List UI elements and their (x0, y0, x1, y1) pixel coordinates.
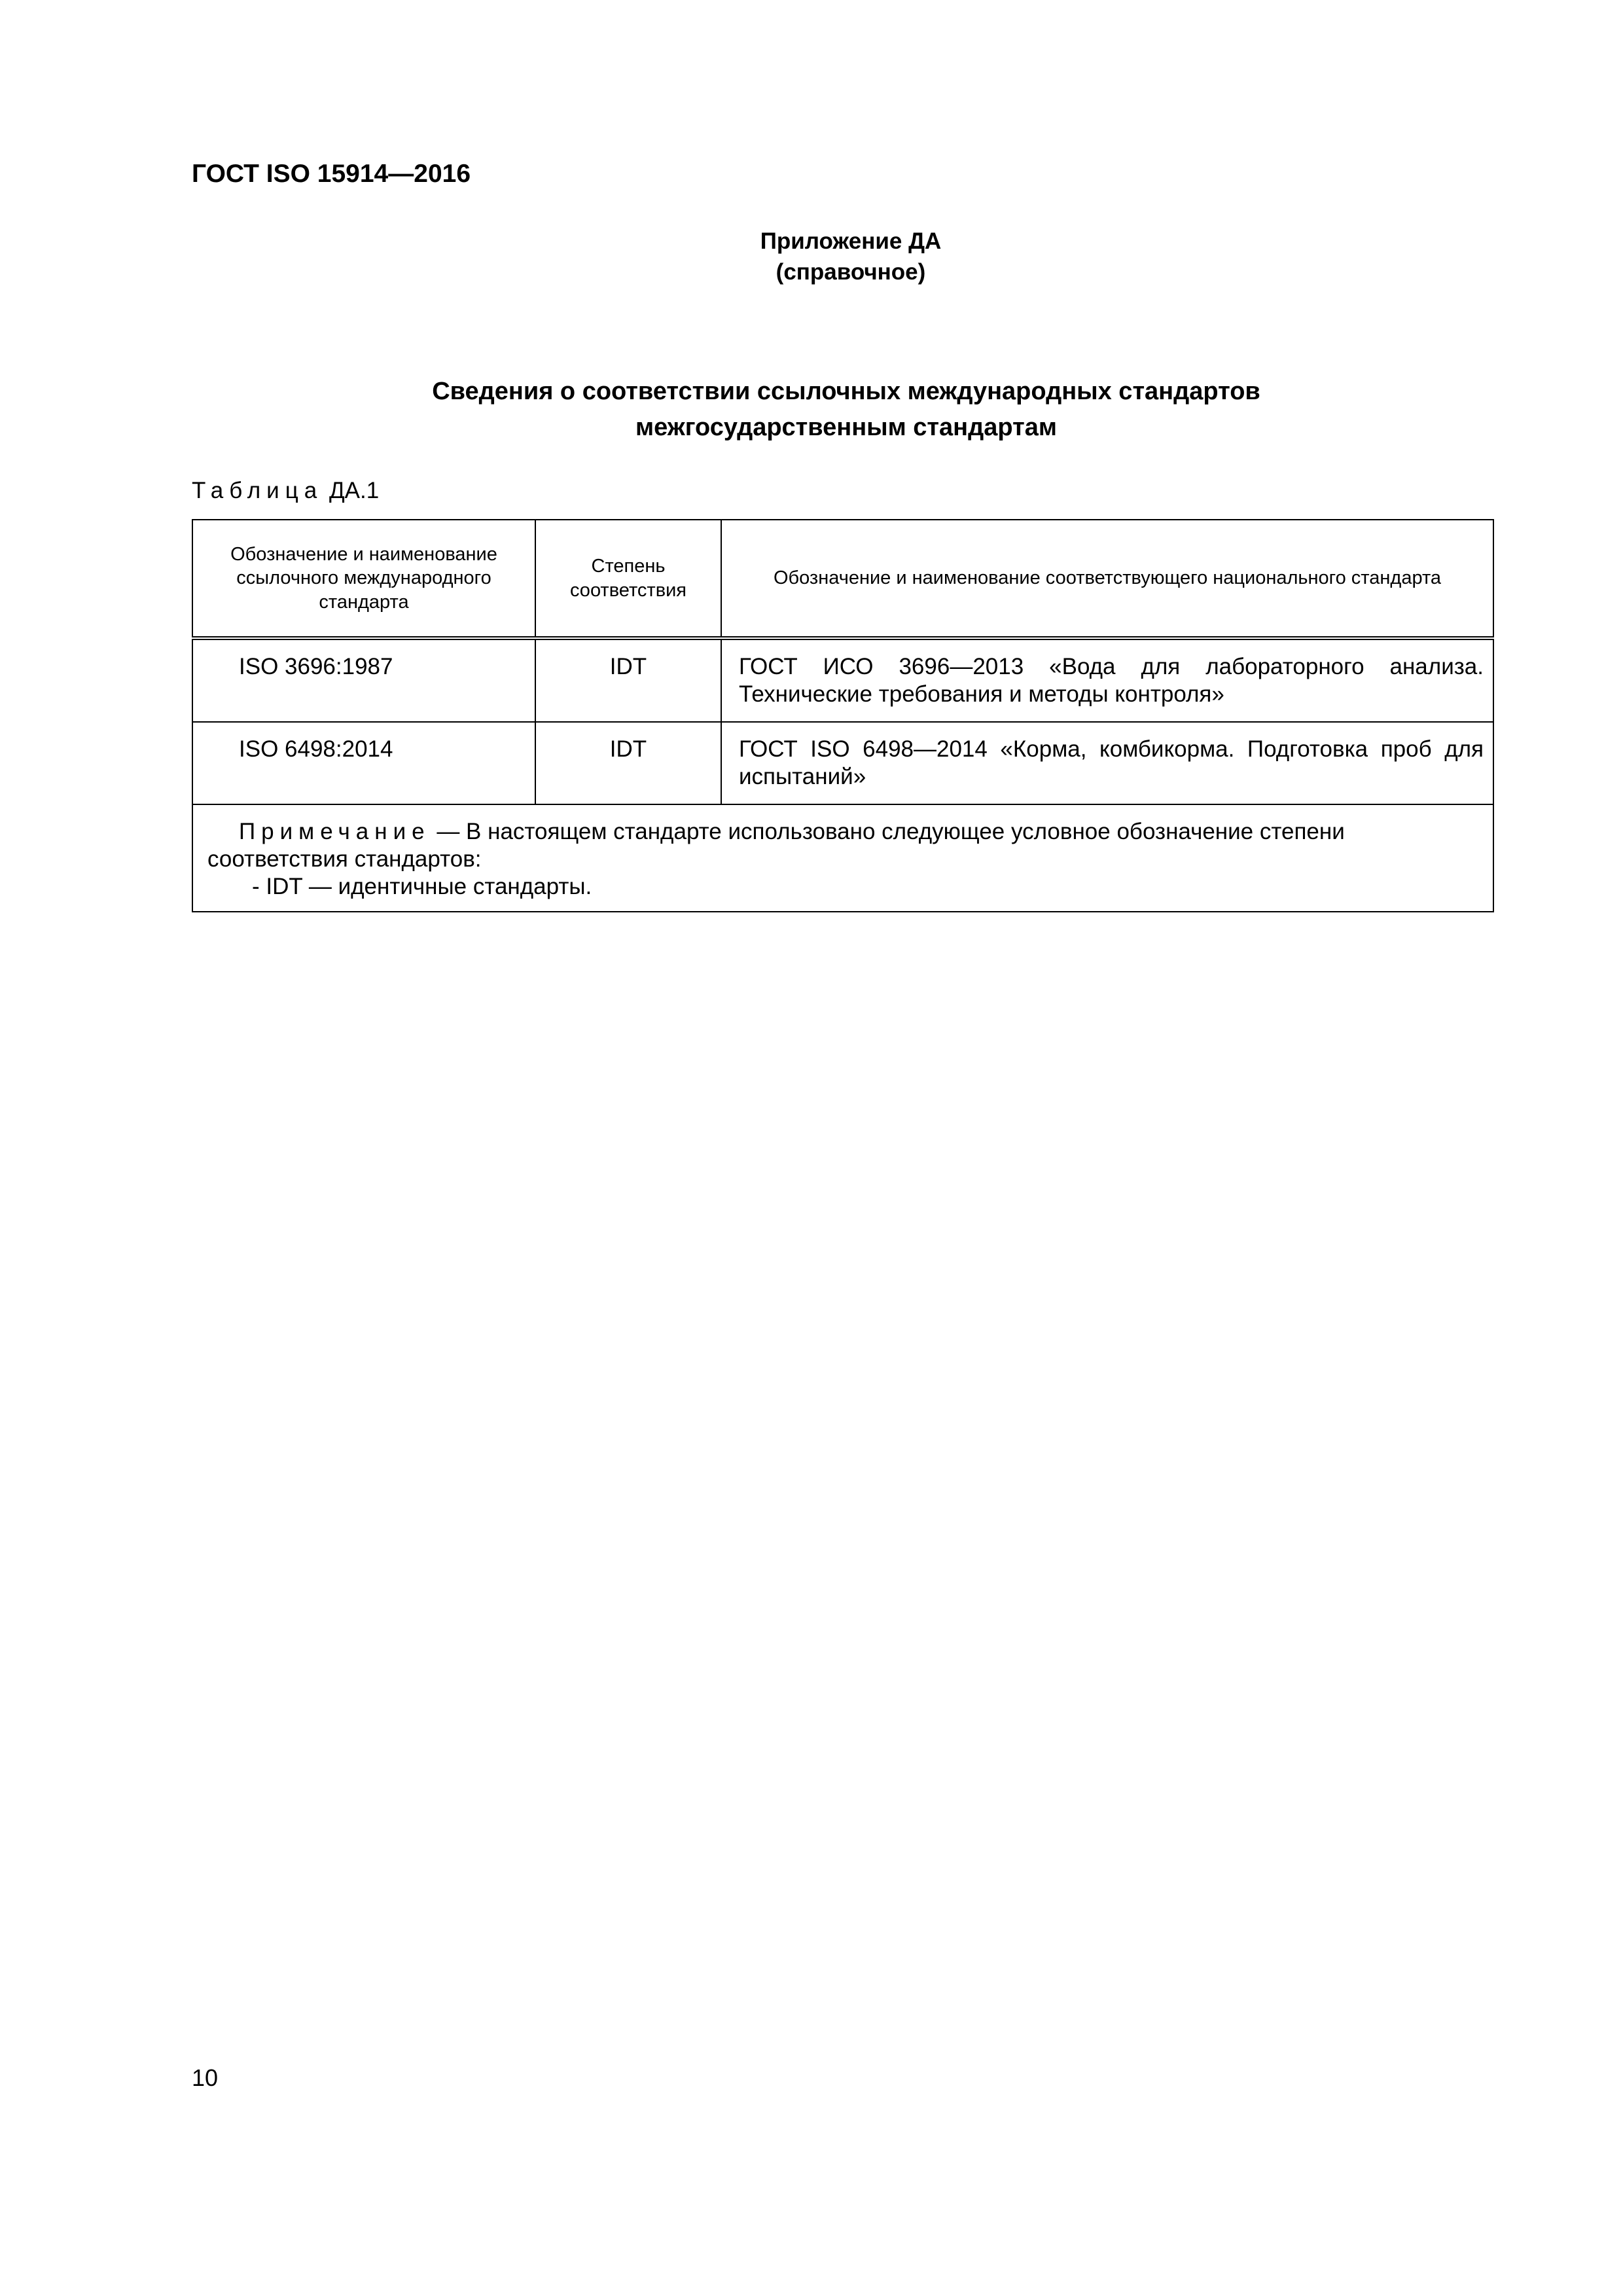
cell-international-standard: ISO 3696:1987 (192, 638, 535, 722)
reference-table (192, 519, 1494, 912)
table-caption-number: ДА.1 (329, 478, 380, 503)
note-text: — В настоящем стандарте использовано следующее условное обозначение степени соответствия стандартов: (207, 819, 1345, 872)
table-caption-word: Таблица (192, 478, 323, 503)
section-title-line2: межгосударственным стандартам (635, 414, 1057, 441)
header-national-standard: Обозначение и наименование соответствующего национального стандарта (721, 520, 1493, 638)
cell-international-standard: ISO 6498:2014 (192, 722, 535, 804)
table-header-row (192, 520, 1493, 638)
table-note-row (192, 804, 1493, 912)
note-item: - IDT — идентичные стандарты. (252, 874, 592, 899)
appendix-title: Приложение ДА (760, 228, 942, 254)
appendix-subtitle: (справочное) (776, 259, 926, 285)
table-row (192, 722, 1493, 804)
table-row (192, 638, 1493, 722)
table-note (192, 804, 1493, 912)
cell-national-standard: ГОСТ ISO 6498—2014 «Корма, комбикорма. Подготовка проб для испытаний» (721, 722, 1493, 804)
document-code: ГОСТ ISO 15914—2016 (192, 160, 471, 188)
header-international-standard: Обозначение и наименование ссылочного международного стандарта (192, 520, 535, 638)
cell-degree: IDT (535, 722, 721, 804)
header-degree: Степень соответствия (535, 520, 721, 638)
cell-national-standard: ГОСТ ИСО 3696—2013 «Вода для лабораторного анализа. Технические требования и методы контроля» (721, 638, 1493, 722)
note-label: Примечание (239, 819, 431, 844)
cell-degree: IDT (535, 638, 721, 722)
table-caption (192, 478, 379, 504)
page-number: 10 (192, 2064, 219, 2091)
section-title-line1: Сведения о соответствии ссылочных международных стандартов (432, 378, 1260, 405)
